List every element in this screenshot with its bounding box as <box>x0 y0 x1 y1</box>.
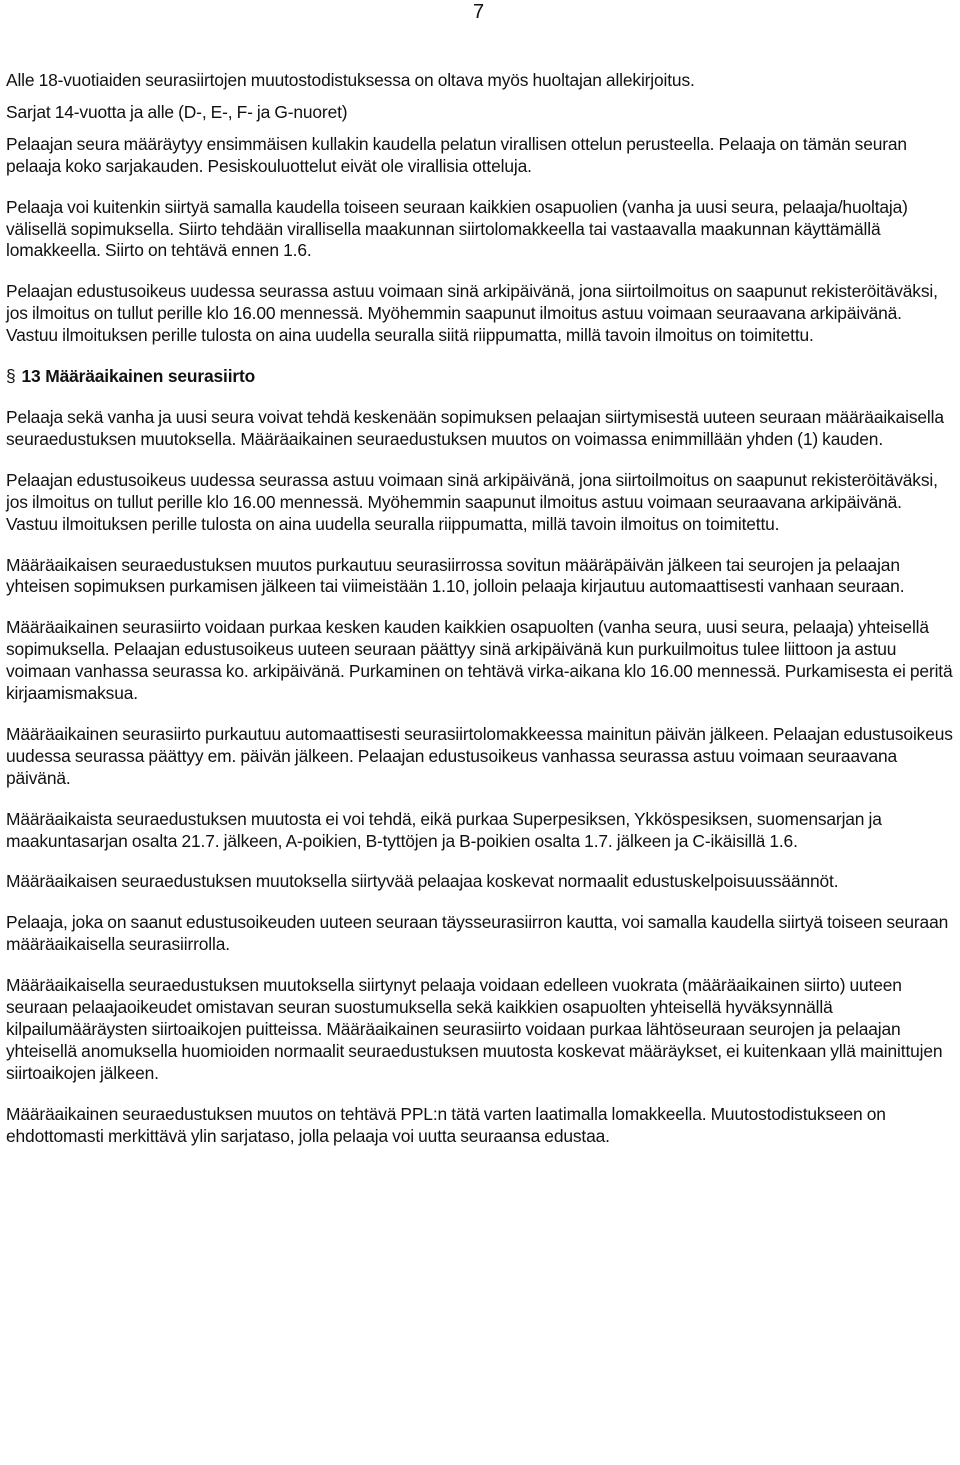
section12-paragraph-1: Pelaajan seura määräytyy ensimmäisen kullakin kaudella pelatun virallisen ottelun perusteella. Pelaaja on tämän seuran pelaaja koko sarjakauden. Pesiskouluottelut eivät ole virallisia otteluja. <box>6 133 907 176</box>
section13-paragraph-5: Määräaikainen seurasiirto purkautuu automaattisesti seurasiirtolomakkeessa mainitun päivän jälkeen. Pelaajan edustusoikeus uudessa seurassa päättyy em. päivän jälkeen. Pelaajan edustusoikeus vanhassa seurassa astuu voimaan seuraavana päivänä. <box>6 723 953 788</box>
section13-paragraph-10: Määräaikainen seuraedustuksen muutos on tehtävä PPL:n tätä varten laatimalla lomakkeella. Muutostodistukseen on ehdottomasti merkittävä ylin sarjataso, jolla pelaaja voi uutta seuraansa edustaa. <box>6 1103 886 1146</box>
section-13-title: 13 Määräaikainen seurasiirto <box>21 366 256 387</box>
section13-paragraph-9: Määräaikaisella seuraedustuksen muutoksella siirtynyt pelaaja voidaan edelleen vuokrata (määräaikainen siirto) uuteen seuraan pelaajaoikeudet omistavan seuran suostumuksella sekä kaikkien osapuolten yhteisellä hyväksynnällä kilpailumääräysten siirtoaikojen puitteissa. Määräaikainen seurasiirto voidaan purkaa lähtöseuraan seurojen ja pelaajan yhteisellä anomuksella huomioiden normaalit seuraedustuksen muutosta koskevat määräykset, ei kuitenkaan yllä mainittujen siirtoaikojen jälkeen. <box>6 975 943 1083</box>
section13-paragraph-8: Pelaaja, joka on saanut edustusoikeuden uuteen seuraan täysseurasiirron kautta, voi samalla kaudella siirtyä toiseen seuraan määräaikaisella seurasiirrolla. <box>6 912 949 955</box>
section13-paragraph-1: Pelaaja sekä vanha ja uusi seura voivat tehdä keskenään sopimuksen pelaajan siirtymisestä uuteen seuraan määräaikaisella seuraedustuksen muutoksella. Määräaikainen seuraedustuksen muutos on voimassa enimmillään yhden (1) kauden. <box>6 406 944 449</box>
section13-paragraph-6: Määräaikaista seuraedustuksen muutosta ei voi tehdä, eikä purkaa Superpesiksen, Ykköspesiksen, suomensarjan ja maakuntasarjan osalta 21.7. jälkeen, A-poikien, B-tyttöjen ja B-poikien osalta 1.7. jälkeen ja C-ikäisillä 1.6. <box>6 808 882 851</box>
section13-paragraph-3: Määräaikaisen seuraedustuksen muutos purkautuu seurasiirrossa sovitun määräpäivän jälkeen tai seurojen ja pelaajan yhteisen sopimuksen purkamisen jälkeen tai viimeistään 1.10, jolloin pelaaja kirjautuu automaattisesti vanhaan seuraan. <box>6 554 905 597</box>
document-body <box>6 70 954 1167</box>
section13-paragraph-7: Määräaikaisen seuraedustuksen muutoksella siirtyvää pelaajaa koskevat normaalit edustuskelpoisuussäännöt. <box>6 871 839 892</box>
section13-paragraph-2: Pelaajan edustusoikeus uudessa seurassa astuu voimaan sinä arkipäivänä, jona siirtoilmoitus on saapunut rekisteröitäväksi, jos ilmoitus on tullut perille klo 16.00 mennessä. Myöhemmin saapunut ilmoitus astuu voimaan seuraavana arkipäivänä. Vastuu ilmoituksen perille tulosta on aina uudella seuralla riippumatta, millä tavoin ilmoitus on toimitettu. <box>6 469 938 534</box>
series-heading: Sarjat 14-vuotta ja alle (D-, E-, F- ja G-nuoret) <box>6 101 348 122</box>
section-13-heading <box>6 366 954 388</box>
section12-paragraph-2: Pelaaja voi kuitenkin siirtyä samalla kaudella toiseen seuraan kaikkien osapuolien (vanha ja uusi seura, pelaaja/huoltaja) välisellä sopimuksella. Siirto tehdään virallisella maakunnan siirtolomakkeella tai vastaavalla maakunnan käyttämällä lomakkeella. Siirto on tehtävä ennen 1.6. <box>6 196 908 261</box>
section-sign: § <box>6 366 16 387</box>
guardian-signature-note: Alle 18-vuotiaiden seurasiirtojen muutostodistuksessa on oltava myös huoltajan allekirjoitus. <box>6 70 695 90</box>
section12-paragraph-3: Pelaajan edustusoikeus uudessa seurassa astuu voimaan sinä arkipäivänä, jona siirtoilmoitus on saapunut rekisteröitäväksi, jos ilmoitus on tullut perille klo 16.00 mennessä. Myöhemmin saapunut ilmoitus astuu voimaan seuraavana arkipäivänä. Vastuu ilmoituksen perille tulosta on aina uudella seuralla siitä riippumatta, millä tavoin ilmoitus on toimitettu. <box>6 281 938 346</box>
section13-paragraph-4: Määräaikainen seurasiirto voidaan purkaa kesken kauden kaikkien osapuolten (vanha seura, uusi seura, pelaaja) yhteisellä sopimuksella. Pelaajan edustusoikeus uuteen seuraan päättyy sinä arkipäivänä kun purkuilmoitus tulee liittoon ja astuu voimaan vanhassa seurassa ko. arkipäivänä. Purkaminen on tehtävä virka-aikana klo 16.00 mennessä. Purkamisesta ei peritä kirjaamismaksua. <box>6 617 953 704</box>
page-number: 7 <box>473 1 485 23</box>
